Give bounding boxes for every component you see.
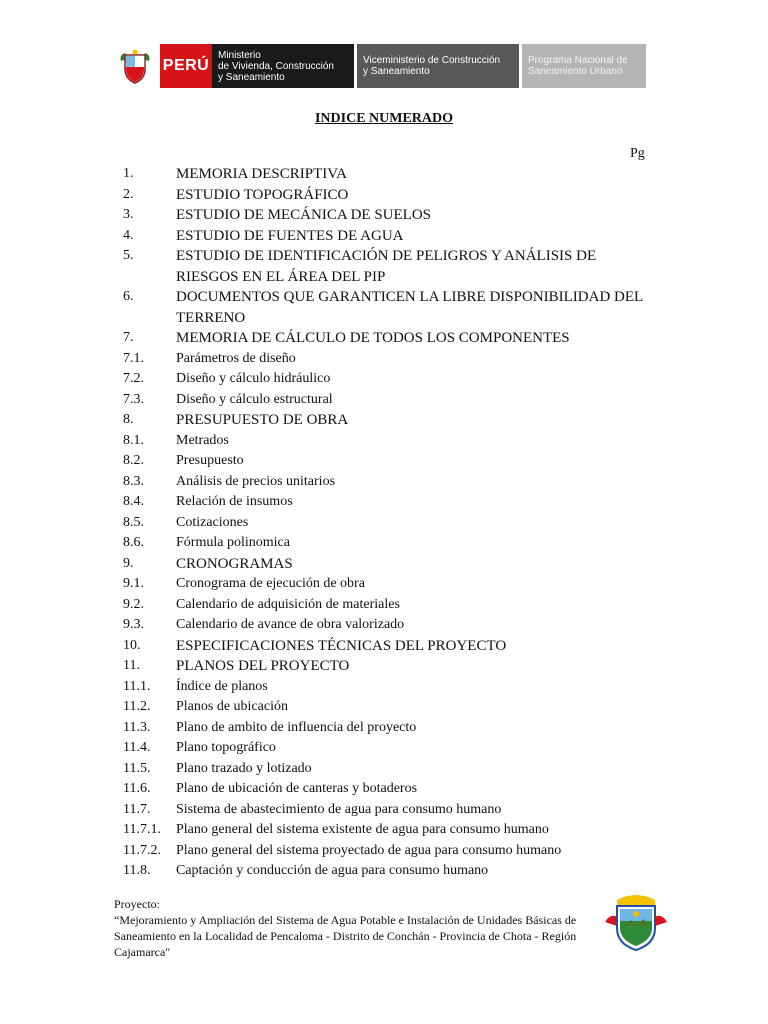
toc-entry-text: Diseño y cálculo estructural xyxy=(176,391,333,407)
toc-entry-number: 8.2. xyxy=(123,453,144,468)
toc-entry-number: 8.4. xyxy=(123,494,144,509)
toc-entry-text: PLANOS DEL PROYECTO xyxy=(176,658,350,674)
toc-entry-text: Sistema de abastecimiento de agua para consumo humano xyxy=(176,801,502,817)
toc-entry-number: 10. xyxy=(123,637,141,653)
toc-entry xyxy=(123,390,643,411)
toc-entry-number: 5. xyxy=(123,248,134,263)
toc-entry-text: Plano topográfico xyxy=(176,740,276,755)
toc-entry xyxy=(123,677,643,698)
toc-entry-text: ESTUDIO DE FUENTES DE AGUA xyxy=(176,227,404,244)
toc-entry-number: 11.7. xyxy=(123,801,151,817)
toc-entry-number: 9. xyxy=(123,555,134,571)
toc-entry-text: MEMORIA DESCRIPTIVA xyxy=(176,166,347,182)
toc-entry-text: Análisis de precios unitarios xyxy=(176,473,336,489)
toc-entry-text: Presupuesto xyxy=(176,453,244,468)
toc-entry-number: 7.1. xyxy=(123,350,144,366)
toc-entry xyxy=(123,410,643,431)
toc-entry xyxy=(123,574,643,595)
toc-entry-text: Índice de planos xyxy=(176,678,268,694)
toc-entry xyxy=(123,185,643,206)
toc-entry-text: Captación y conducción de agua para consumo humano xyxy=(176,863,489,878)
toc-entry-number: 7. xyxy=(123,330,134,345)
toc-entry xyxy=(123,759,643,780)
toc-entry-number: 3. xyxy=(123,207,134,222)
toc-entry xyxy=(123,697,643,718)
toc-entry-number: 11.1. xyxy=(123,678,151,694)
toc-entry-number: 11.7.1. xyxy=(123,822,161,837)
toc-entry-text: Plano trazado y lotizado xyxy=(176,760,312,776)
toc-entry xyxy=(123,533,643,554)
peru-coat-of-arms-icon xyxy=(110,44,160,90)
toc-entry-number: 2. xyxy=(123,186,134,202)
toc-entry-number: 11.2. xyxy=(123,699,151,714)
toc-entry xyxy=(123,595,643,616)
ministry-box xyxy=(212,44,354,88)
toc-entry xyxy=(123,369,643,390)
toc-entry xyxy=(123,738,643,759)
toc-entry-text: Plano de ubicación de canteras y botaderos xyxy=(176,781,418,796)
toc-entry-text: CRONOGRAMAS xyxy=(176,555,293,572)
toc-entry-text: ESTUDIO DE IDENTIFICACIÓN DE PELIGROS Y ANÁLISIS DE RIESGOS EN EL ÁREA DEL PIP xyxy=(176,248,597,285)
page-column-label: Pg xyxy=(630,146,645,161)
header-banner xyxy=(110,44,650,90)
toc-entry-text: ESPECIFICACIONES TÉCNICAS DEL PROYECTO xyxy=(176,637,507,654)
vice-ministry-box xyxy=(357,44,519,88)
program-box xyxy=(522,44,646,88)
toc-entry-number: 6. xyxy=(123,289,134,304)
table-of-contents xyxy=(123,164,643,882)
toc-entry-text: DOCUMENTOS QUE GARANTICEN LA LIBRE DISPONIBILIDAD DEL TERRENO xyxy=(176,289,643,326)
toc-entry-text: Plano general del sistema proyectado de agua para consumo humano xyxy=(176,842,562,858)
toc-entry-text: Metrados xyxy=(176,432,229,448)
footer xyxy=(114,896,594,960)
toc-entry-number: 11.7.2. xyxy=(123,842,161,858)
toc-entry-number: 8.6. xyxy=(123,535,144,550)
toc-entry-number: 9.1. xyxy=(123,576,144,591)
ministry-text: Ministerio de Vivienda, Construcción y Saneamiento xyxy=(218,49,334,83)
toc-entry xyxy=(123,656,643,677)
toc-entry xyxy=(123,779,643,800)
toc-entry-text: PRESUPUESTO DE OBRA xyxy=(176,412,349,428)
toc-entry xyxy=(123,513,643,534)
toc-entry-text: Fórmula polinomica xyxy=(176,535,290,550)
toc-entry-text: Plano de ambito de influencia del proyecto xyxy=(176,719,417,735)
footer-project-text: “Mejoramiento y Ampliación del Sistema de Agua Potable e Instalación de Unidades Básicas de Saneamiento en la Localidad de Pencaloma - Distrito de Conchán - Provincia de Chota - Región Cajamarca" xyxy=(114,913,577,959)
municipal-crest-icon xyxy=(603,892,669,954)
toc-entry-number: 11.4. xyxy=(123,740,151,755)
toc-entry-number: 8.3. xyxy=(123,473,144,489)
toc-entry xyxy=(123,636,643,657)
toc-entry xyxy=(123,554,643,575)
toc-entry xyxy=(123,861,643,882)
toc-entry-number: 11.3. xyxy=(123,719,151,735)
toc-entry-text: Parámetros de diseño xyxy=(176,350,296,366)
toc-entry-text: Diseño y cálculo hidráulico xyxy=(176,371,331,386)
toc-entry-number: 1. xyxy=(123,166,134,181)
toc-entry xyxy=(123,287,643,328)
toc-entry-text: Calendario de adquisición de materiales xyxy=(176,596,400,612)
toc-entry-number: 4. xyxy=(123,227,134,243)
toc-entry xyxy=(123,246,643,287)
toc-entry-number: 8. xyxy=(123,412,134,427)
program-text: Programa Nacional de Saneamiento Urbano xyxy=(528,55,628,77)
toc-entry-number: 11.5. xyxy=(123,760,151,776)
toc-entry-number: 8.5. xyxy=(123,514,144,530)
toc-entry xyxy=(123,349,643,370)
toc-entry xyxy=(123,841,643,862)
toc-entry-text: Calendario de avance de obra valorizado xyxy=(176,617,405,632)
toc-entry-number: 9.2. xyxy=(123,596,144,612)
toc-entry xyxy=(123,800,643,821)
document-title: INDICE NUMERADO xyxy=(314,111,454,126)
vice-ministry-text: Viceministerio de Construcción y Saneamiento xyxy=(363,55,501,77)
toc-entry-number: 11.8. xyxy=(123,863,151,878)
footer-label: Proyecto: xyxy=(114,897,160,911)
toc-entry xyxy=(123,472,643,493)
toc-entry-number: 9.3. xyxy=(123,617,144,632)
toc-entry-number: 7.2. xyxy=(123,371,144,386)
toc-entry xyxy=(123,328,643,349)
toc-entry-text: Plano general del sistema existente de agua para consumo humano xyxy=(176,822,549,837)
toc-entry-text: ESTUDIO DE MECÁNICA DE SUELOS xyxy=(176,207,431,223)
toc-entry-number: 11. xyxy=(123,658,140,673)
toc-entry xyxy=(123,451,643,472)
peru-label: PERÚ xyxy=(160,44,212,88)
toc-entry xyxy=(123,492,643,513)
toc-entry xyxy=(123,205,643,226)
toc-entry xyxy=(123,431,643,452)
toc-entry xyxy=(123,164,643,185)
toc-entry-number: 7.3. xyxy=(123,391,144,407)
toc-entry-text: Relación de insumos xyxy=(176,494,293,509)
toc-entry-number: 8.1. xyxy=(123,432,144,448)
toc-entry xyxy=(123,226,643,247)
toc-entry xyxy=(123,615,643,636)
toc-entry-text: Planos de ubicación xyxy=(176,699,288,714)
toc-entry-text: MEMORIA DE CÁLCULO DE TODOS LOS COMPONENTES xyxy=(176,330,570,346)
toc-entry-text: Cronograma de ejecución de obra xyxy=(176,576,365,591)
toc-entry-text: ESTUDIO TOPOGRÁFICO xyxy=(176,186,349,203)
toc-entry-text: Cotizaciones xyxy=(176,514,249,530)
toc-entry xyxy=(123,718,643,739)
toc-entry-number: 11.6. xyxy=(123,781,151,796)
toc-entry xyxy=(123,820,643,841)
